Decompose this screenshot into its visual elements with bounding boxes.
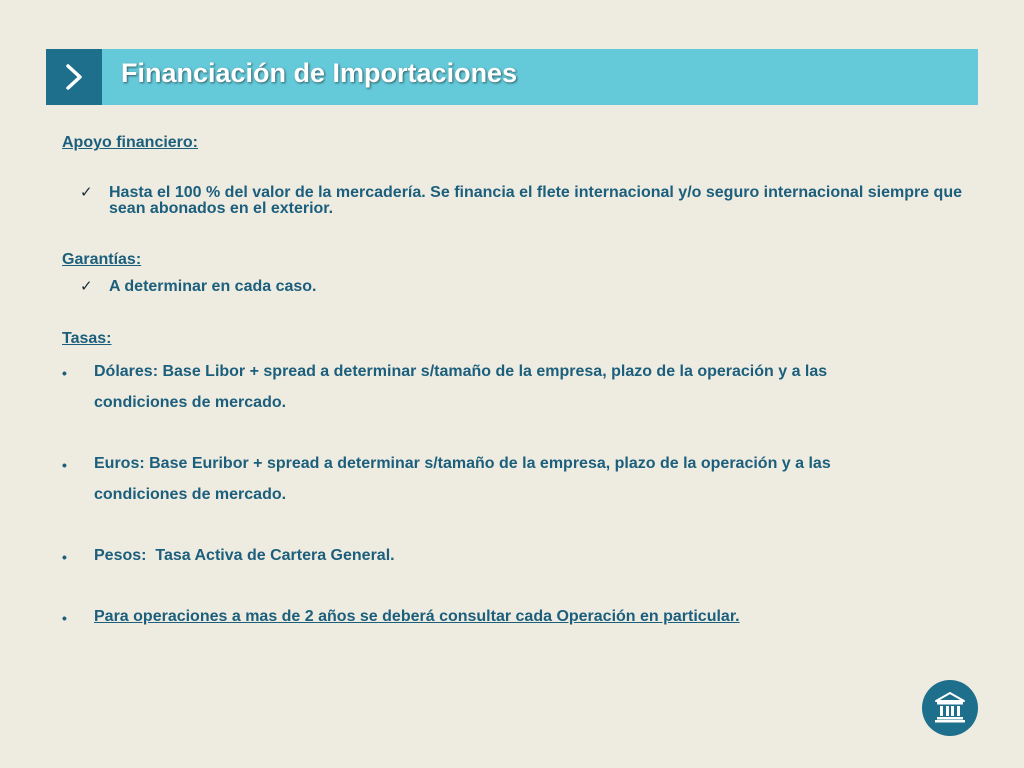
check-icon: ✓ bbox=[80, 278, 93, 295]
heading-apoyo: Apoyo financiero: bbox=[62, 134, 199, 151]
tasas-euros-line2: condiciones de mercado. bbox=[94, 486, 287, 503]
bullet-icon: • bbox=[62, 457, 67, 473]
check-icon: ✓ bbox=[80, 184, 93, 201]
chevron-right-icon bbox=[62, 63, 86, 91]
tasas-dolares-line1: Dólares: Base Libor + spread a determinar s/tamaño de la empresa, plazo de la operación y a las bbox=[94, 363, 828, 380]
bank-building-icon bbox=[934, 691, 966, 723]
page-title: Financiación de Importaciones bbox=[121, 58, 518, 88]
header-arrow-box bbox=[46, 49, 102, 105]
slide-header bbox=[46, 49, 978, 105]
bullet-icon: • bbox=[62, 365, 67, 381]
heading-garantias: Garantías: bbox=[62, 251, 142, 268]
bank-icon bbox=[922, 680, 978, 736]
heading-tasas: Tasas: bbox=[62, 330, 112, 347]
bullet-icon: • bbox=[62, 549, 67, 565]
apoyo-item: Hasta el 100 % del valor de la mercadería. Se financia el flete internacional y/o seguro internacional siempre que sean abonados en el exterior. bbox=[109, 184, 962, 217]
garantias-item: A determinar en cada caso. bbox=[109, 278, 317, 295]
bullet-icon: • bbox=[62, 610, 67, 626]
tasas-euros-line1: Euros: Base Euribor + spread a determinar s/tamaño de la empresa, plazo de la operación y a las bbox=[94, 455, 831, 472]
tasas-pesos: Pesos: Tasa Activa de Cartera General. bbox=[94, 547, 395, 564]
tasas-dolares-line2: condiciones de mercado. bbox=[94, 394, 287, 411]
tasas-nota-link[interactable]: Para operaciones a mas de 2 años se deberá consultar cada Operación en particular. bbox=[94, 608, 740, 625]
